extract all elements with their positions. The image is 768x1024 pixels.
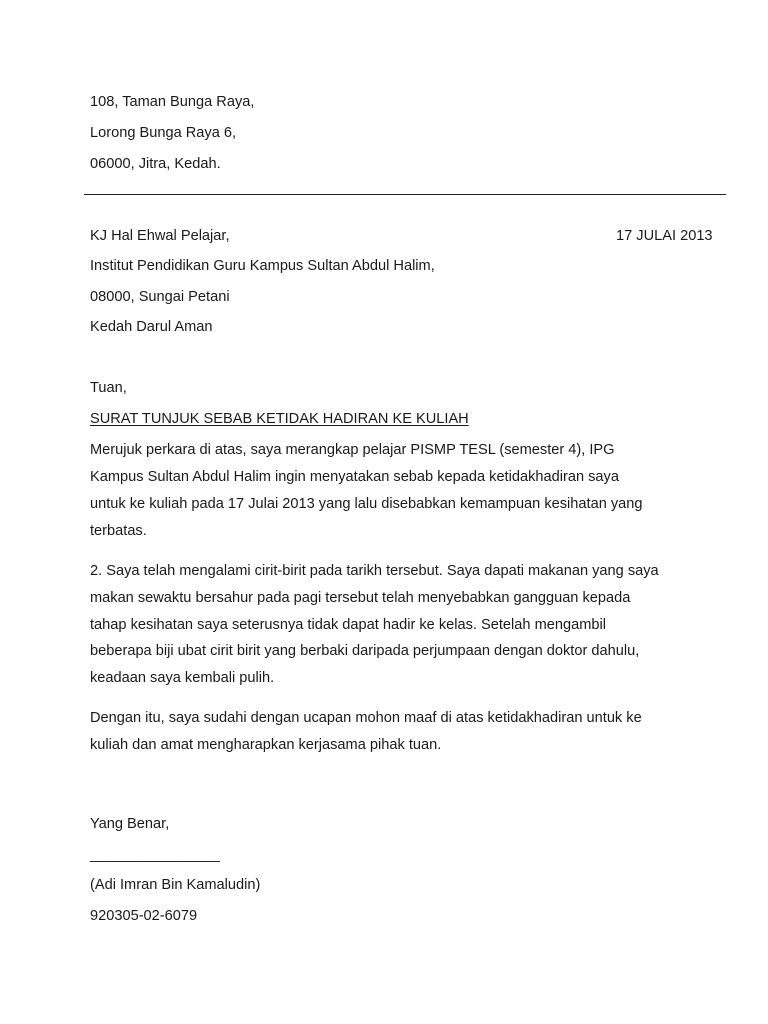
paragraph-1-line-2: Kampus Sultan Abdul Halim ingin menyatakan sebab kepada ketidakhadiran saya bbox=[90, 469, 619, 485]
paragraph-2-line-5: keadaan saya kembali pulih. bbox=[90, 670, 275, 686]
paragraph-1-line-4: terbatas. bbox=[90, 523, 147, 539]
paragraph-2-line-2: makan sewaktu bersahur pada pagi tersebut telah menyebabkan gangguan kepada bbox=[90, 590, 631, 606]
signer-name: (Adi Imran Bin Kamaludin) bbox=[90, 877, 261, 893]
paragraph-2-line-3: tahap kesihatan saya seterusnya tidak dapat hadir ke kelas. Setelah mengambil bbox=[90, 617, 606, 633]
recipient-address-line-4: Kedah Darul Aman bbox=[90, 319, 213, 335]
letter-subject: SURAT TUNJUK SEBAB KETIDAK HADIRAN KE KULIAH bbox=[90, 411, 469, 427]
sender-address-line-2: Lorong Bunga Raya 6, bbox=[90, 125, 237, 141]
recipient-address-line-2: Institut Pendidikan Guru Kampus Sultan Abdul Halim, bbox=[90, 258, 435, 274]
salutation: Tuan, bbox=[90, 380, 127, 396]
sender-address-line-1: 108, Taman Bunga Raya, bbox=[90, 94, 255, 110]
letter-date: 17 JULAI 2013 bbox=[616, 228, 713, 244]
closing: Yang Benar, bbox=[90, 816, 170, 832]
paragraph-1-line-3: untuk ke kuliah pada 17 Julai 2013 yang lalu disebabkan kemampuan kesihatan yang bbox=[90, 496, 643, 512]
paragraph-1-line-1: Merujuk perkara di atas, saya merangkap pelajar PISMP TESL (semester 4), IPG bbox=[90, 442, 615, 458]
recipient-address-line-3: 08000, Sungai Petani bbox=[90, 289, 230, 305]
paragraph-3-line-1: Dengan itu, saya sudahi dengan ucapan mohon maaf di atas ketidakhadiran untuk ke bbox=[90, 710, 642, 726]
paragraph-3-line-2: kuliah dan amat mengharapkan kerjasama pihak tuan. bbox=[90, 737, 442, 753]
signature-line: ________________ bbox=[90, 847, 220, 863]
header-divider bbox=[84, 194, 726, 195]
signer-id: 920305-02-6079 bbox=[90, 908, 198, 924]
recipient-address-line-1: KJ Hal Ehwal Pelajar, bbox=[90, 228, 230, 244]
paragraph-2-line-4: beberapa biji ubat cirit birit yang berbaki daripada perjumpaan dengan doktor dahulu, bbox=[90, 643, 640, 659]
paragraph-2-line-1: 2. Saya telah mengalami cirit-birit pada tarikh tersebut. Saya dapati makanan yang saya bbox=[90, 563, 659, 579]
sender-address-line-3: 06000, Jitra, Kedah. bbox=[90, 156, 221, 172]
